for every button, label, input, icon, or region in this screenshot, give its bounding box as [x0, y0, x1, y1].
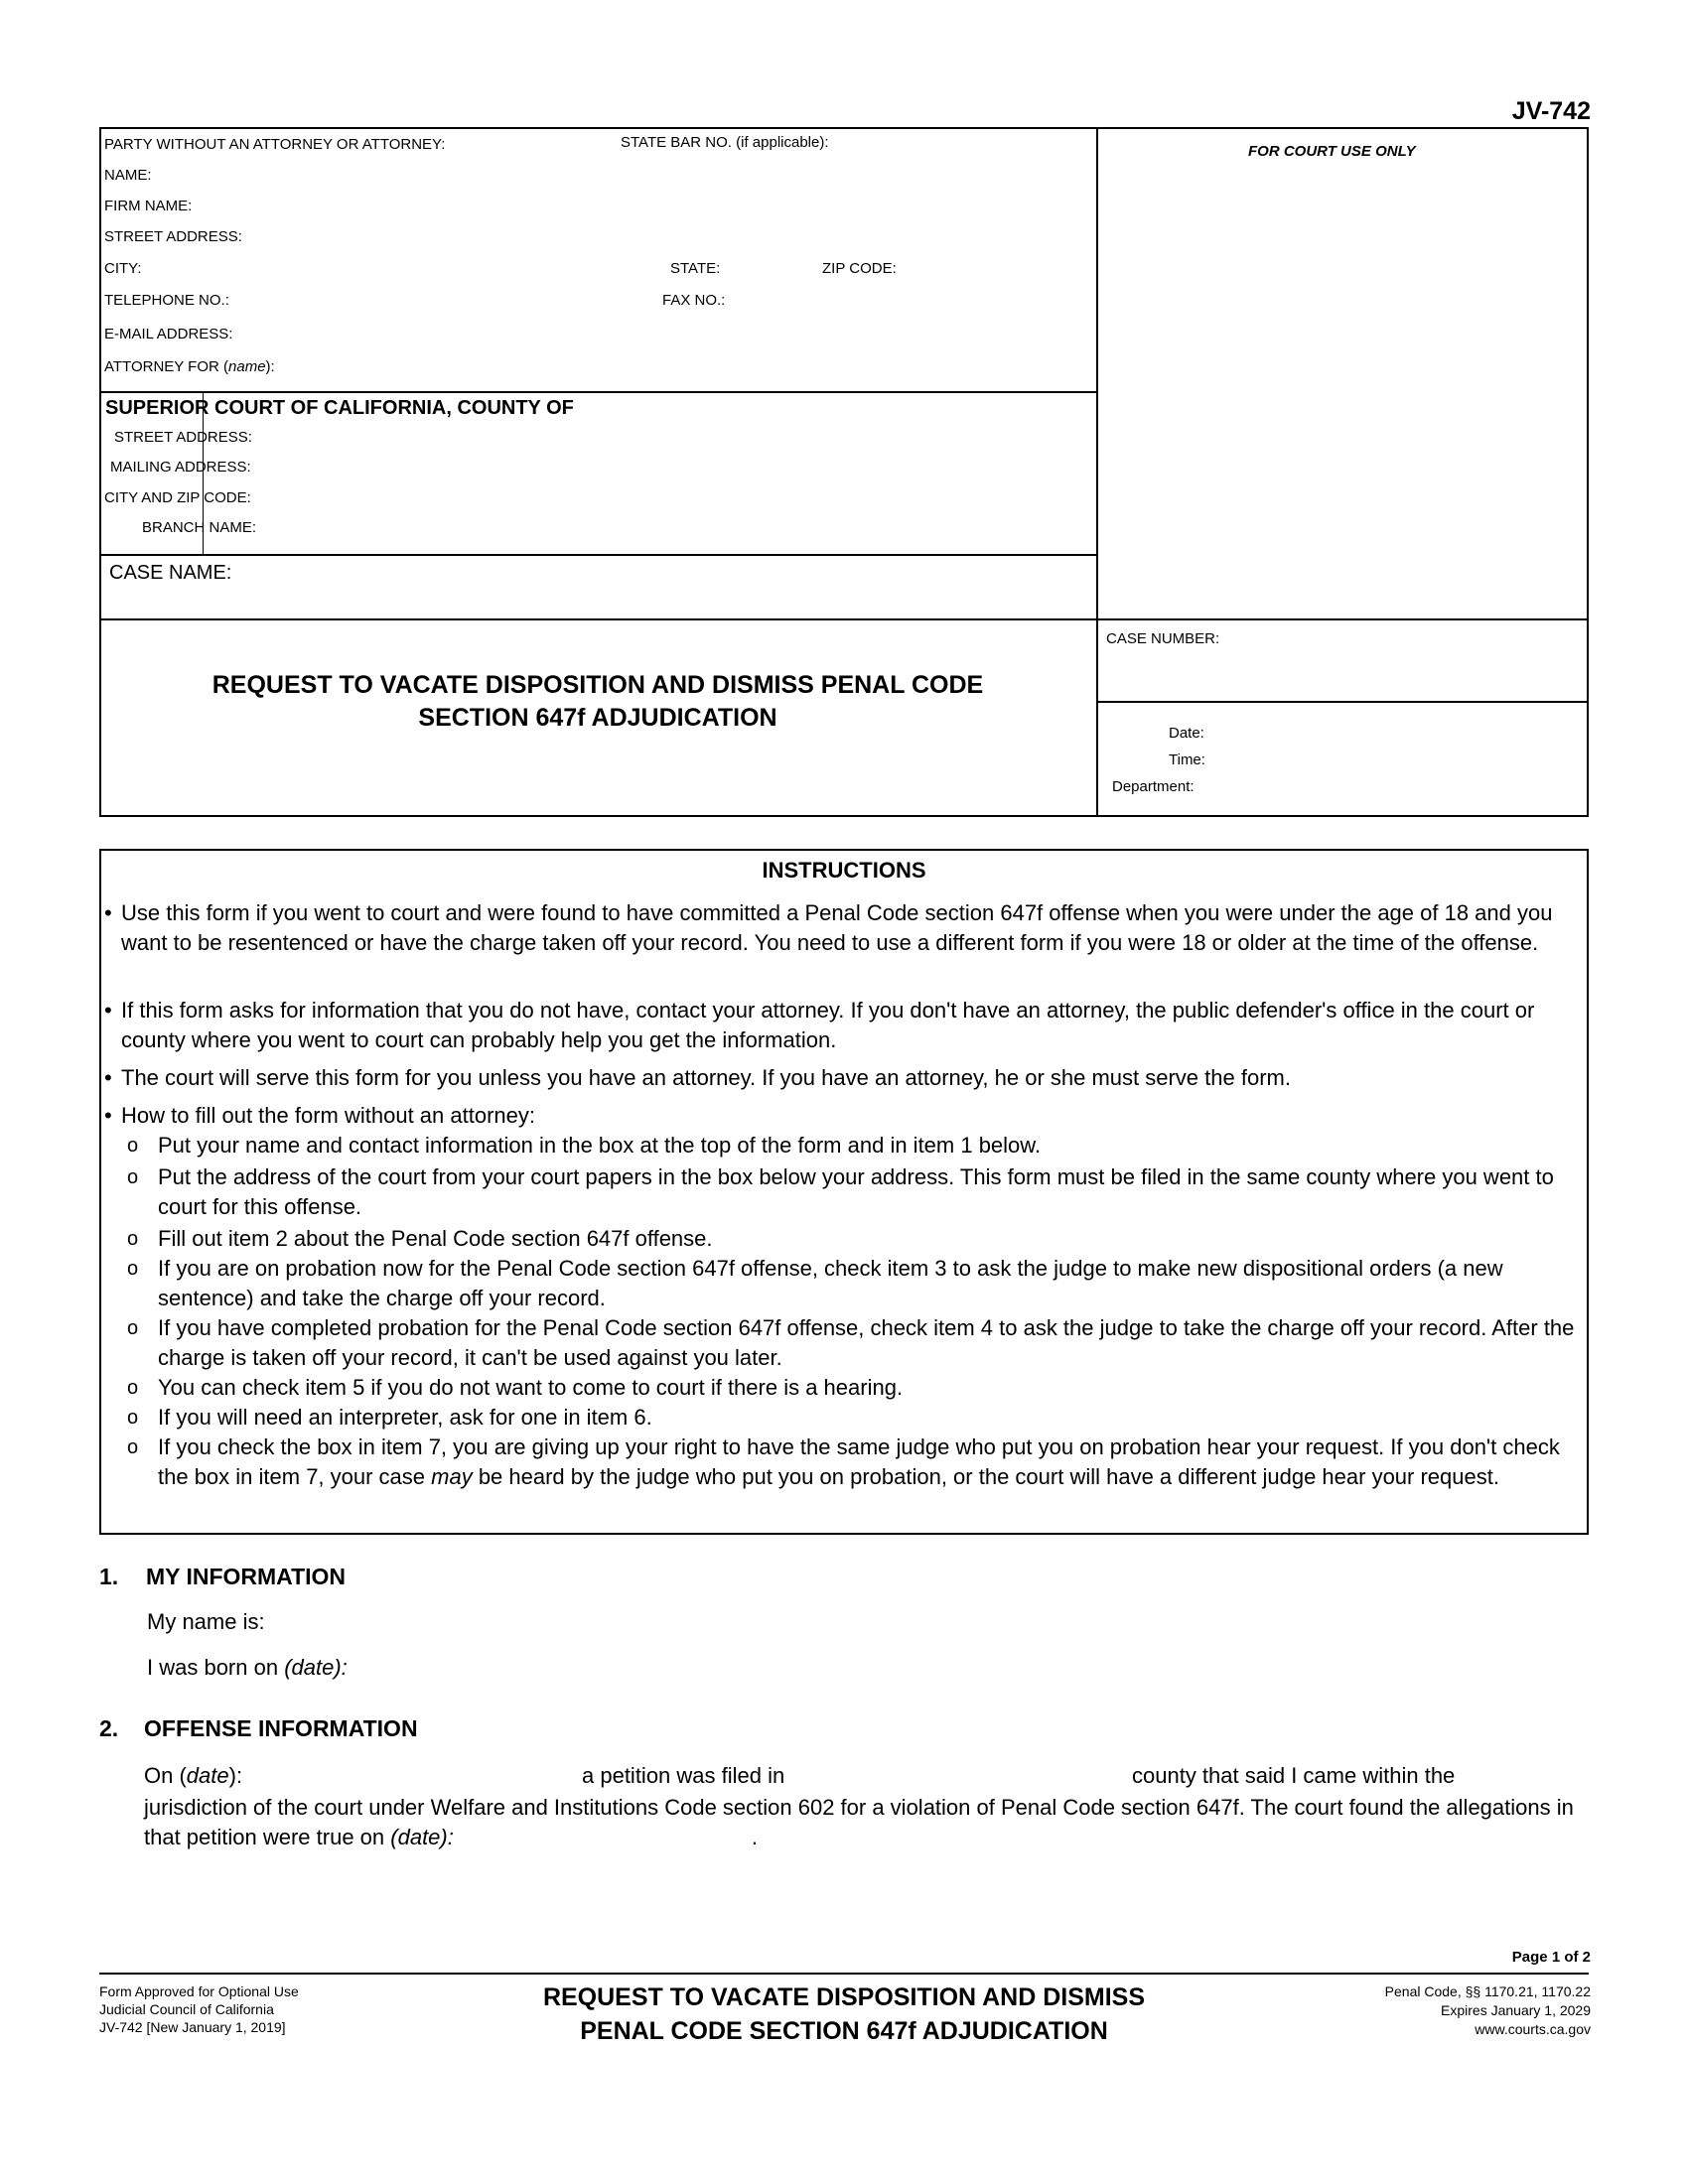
county-text: county that said I came within the: [1132, 1763, 1456, 1788]
fax-label: FAX NO.:: [662, 292, 726, 309]
attorney-for-label: ATTORNEY FOR (name):: [104, 358, 275, 375]
branch-name-label: BRANCH NAME:: [142, 519, 257, 536]
form-number: JV-742: [1511, 97, 1591, 125]
hearing-time-label: Time:: [1169, 751, 1205, 768]
instruction-sub-item: o If you are on probation now for the Penal Code section 647f offense, check item 3 to ask the judge to make new dispositional orders (a new sentence) and take the charge off your record.: [127, 1256, 1503, 1310]
court-street-label: STREET ADDRESS:: [114, 429, 252, 446]
state-label: STATE:: [670, 260, 721, 277]
section-2-number: 2.: [99, 1715, 119, 1741]
instruction-sub-item: o If you will need an interpreter, ask for one in item 6.: [127, 1405, 652, 1430]
offense-date-label: On (date):: [144, 1763, 243, 1788]
case-name-label: CASE NAME:: [109, 562, 232, 584]
instruction-bullet: • How to fill out the form without an attorney:: [104, 1103, 535, 1128]
zip-label: ZIP CODE:: [822, 260, 897, 277]
instruction-sub-item: o If you have completed probation for the Penal Code section 647f offense, check item 4 to ask the judge to take the charge off your record. After the charge is taken off your record, it can't be used against you later.: [127, 1315, 1575, 1370]
city-label: CITY:: [104, 260, 142, 277]
instruction-bullet: • The court will serve this form for you unless you have an attorney. If you have an attorney, he or she must serve the form.: [104, 1065, 1291, 1090]
instructions-box: [99, 849, 1589, 1535]
case-number-label: CASE NUMBER:: [1106, 630, 1220, 647]
offense-paragraph: jurisdiction of the court under Welfare and Institutions Code section 602 for a violation of Penal Code section 647f. The court found the allegations in that petition were true on (date): .: [144, 1795, 1574, 1849]
birth-date-label: I was born on (date):: [147, 1655, 348, 1680]
instruction-sub-item: o Fill out item 2 about the Penal Code section 647f offense.: [127, 1226, 713, 1251]
state-bar-label: STATE BAR NO. (if applicable):: [621, 134, 829, 151]
instruction-bullet: • Use this form if you went to court and were found to have committed a Penal Code section 647f offense when you were under the age of 18 and you want to be resentenced or have the charge taken off your record. You need to use a different form if you were 18 or older at the time of the offense.: [104, 900, 1553, 955]
party-label: PARTY WITHOUT AN ATTORNEY OR ATTORNEY:: [104, 136, 446, 153]
caption-box: [99, 127, 1589, 817]
telephone-label: TELEPHONE NO.:: [104, 292, 229, 309]
firm-name-label: FIRM NAME:: [104, 198, 193, 214]
section-2-title: OFFENSE INFORMATION: [144, 1715, 418, 1741]
form-title: REQUEST TO VACATE DISPOSITION AND DISMISS PENAL CODE SECTION 647f ADJUDICATION: [211, 671, 984, 732]
footer-title: REQUEST TO VACATE DISPOSITION AND DISMISS PENAL CODE SECTION 647f ADJUDICATION: [542, 1983, 1146, 2045]
hearing-date-label: Date:: [1169, 725, 1204, 742]
name-label: NAME:: [104, 167, 152, 184]
instructions-title: INSTRUCTIONS: [762, 858, 926, 883]
court-title: SUPERIOR COURT OF CALIFORNIA, COUNTY OF: [105, 397, 574, 419]
footer-left: Form Approved for Optional Use Judicial Council of California JV-742 [New January 1, 2019]: [99, 1983, 299, 2035]
mailing-address-label: MAILING ADDRESS:: [110, 459, 251, 476]
petition-filed-text: a petition was filed in: [582, 1763, 785, 1788]
section-1-number: 1.: [99, 1564, 119, 1589]
court-use-label: FOR COURT USE ONLY: [1248, 143, 1416, 160]
street-address-label: STREET ADDRESS:: [104, 228, 242, 245]
instruction-sub-item: o You can check item 5 if you do not want to come to court if there is a hearing.: [127, 1375, 904, 1400]
city-zip-label: CITY AND ZIP CODE:: [104, 489, 251, 506]
page-number: Page 1 of 2: [1511, 1949, 1591, 1966]
instruction-bullet: • If this form asks for information that you do not have, contact your attorney. If you don't have an attorney, the public defender's office in the court or county where you went to court can probably help you get the information.: [104, 998, 1535, 1052]
instruction-sub-item: o If you check the box in item 7, you are giving up your right to have the same judge who put you on probation hear your request. If you don't check the box in item 7, your case may be heard by the judge who put you on probation, or the court will have a different judge hear your request.: [127, 1434, 1560, 1489]
hearing-department-label: Department:: [1112, 778, 1195, 795]
footer-rule: [99, 1973, 1589, 1975]
instruction-sub-item: o Put your name and contact information in the box at the top of the form and in item 1 below.: [127, 1133, 1042, 1158]
footer-right: Penal Code, §§ 1170.21, 1170.22 Expires January 1, 2029 www.courts.ca.gov: [1384, 1983, 1591, 2037]
instruction-sub-item: o Put the address of the court from your court papers in the box below your address. This form must be filed in the same county where you went to court for this offense.: [127, 1164, 1554, 1219]
section-1-title: MY INFORMATION: [146, 1564, 347, 1589]
my-name-label: My name is:: [147, 1609, 265, 1634]
email-label: E-MAIL ADDRESS:: [104, 326, 233, 342]
